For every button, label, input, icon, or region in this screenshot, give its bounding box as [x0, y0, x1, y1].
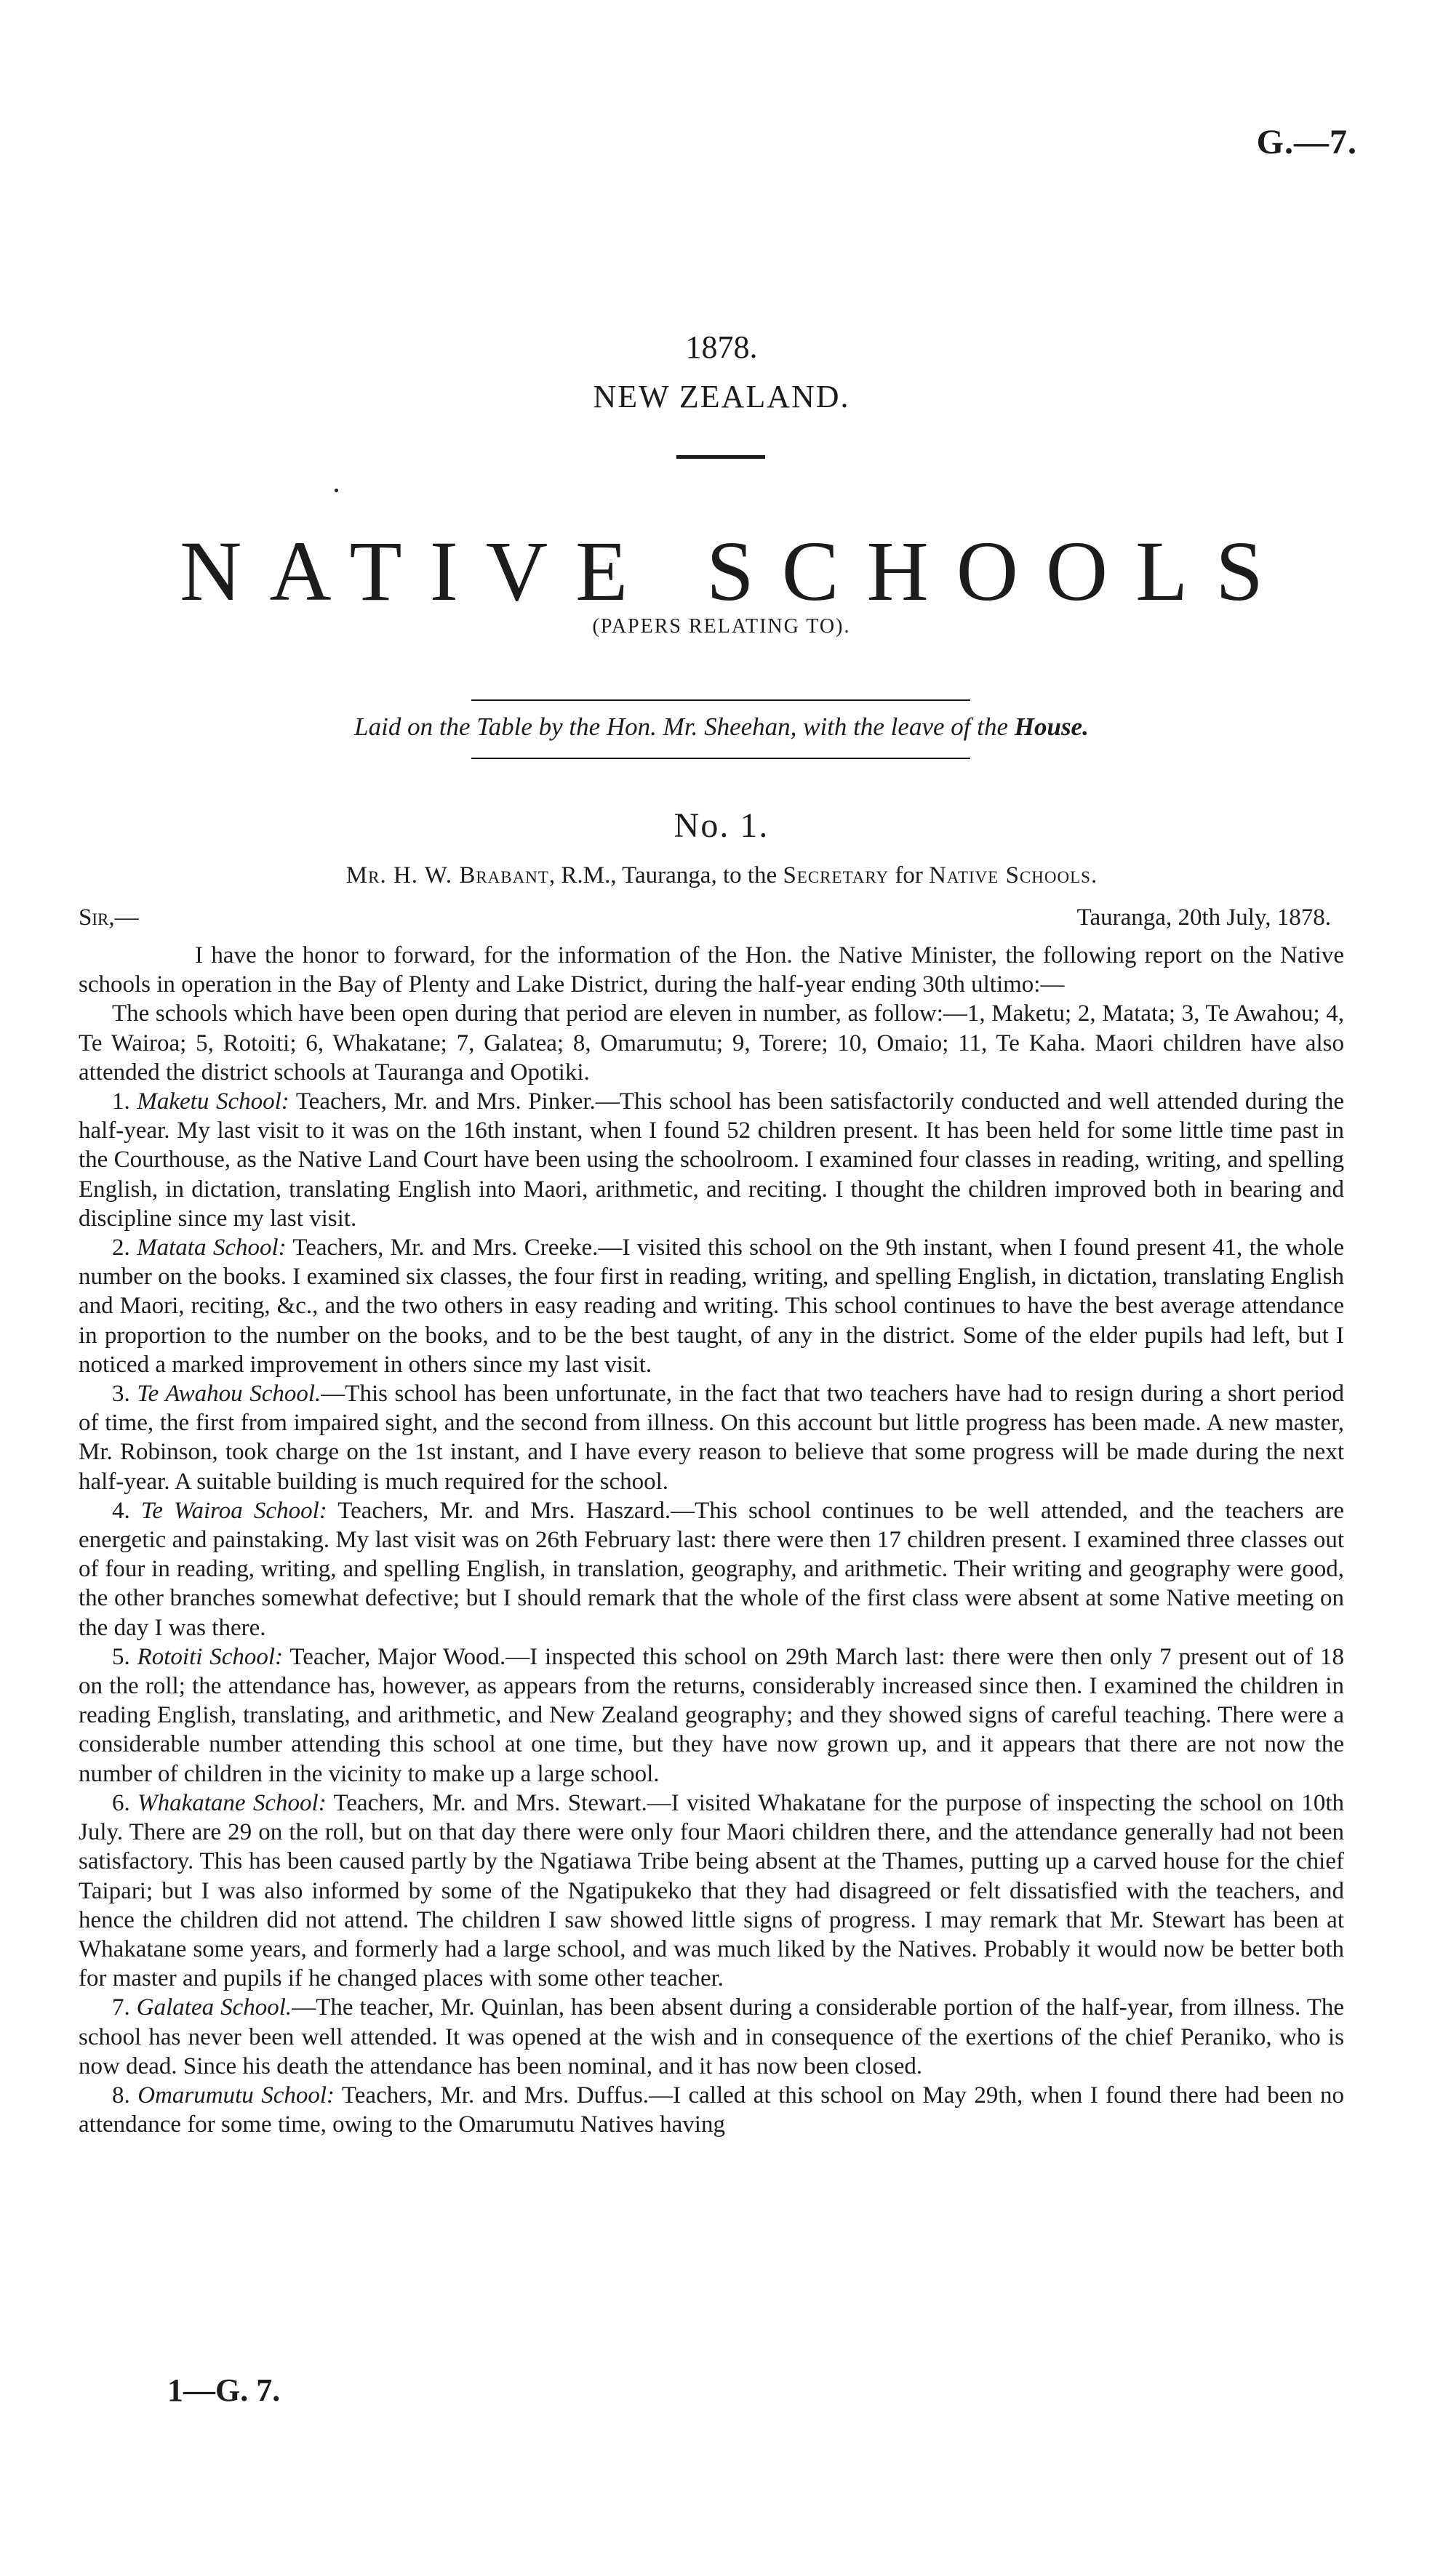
sender-rest: , R.M., Tauranga, to the: [548, 862, 783, 888]
school-name: Omarumutu School:: [137, 2082, 335, 2108]
laid-text: Laid on the Table by the Hon. Mr. Sheehan, with the leave of the: [354, 713, 1015, 741]
title-word-native: NATIVE: [180, 523, 656, 619]
letter-body: [79, 941, 1344, 2139]
year: 1878.: [685, 329, 758, 365]
printer-dot: [335, 489, 338, 492]
letter-heading: [0, 862, 1443, 889]
laid-on-table-line: [0, 713, 1443, 742]
school-paragraph: 8. Omarumutu School: Teachers, Mr. and Mrs. Duffus.—I called at this school on May 29th, when I found there had been no attendance for some time, owing to the Omarumutu Natives having: [79, 2082, 1345, 2138]
laid-house: House.: [1014, 713, 1089, 741]
recipient-title: Secretary: [783, 862, 890, 888]
heading-stop: .: [1090, 862, 1098, 888]
school-paragraph: 1. Maketu School: Teachers, Mr. and Mrs. Pinker.—This school has been satisfactorily conducted and well attended during the half-year. My last visit to it was on the 16th instant, when I found 52 children present. It has been held for some little time past in the Courthouse, as the Native Land Court have been using the schoolroom. I examined four classes in reading, writing, and spelling English, in dictation, translating English into Maori, arithmetic, and reciting. I thought the children improved both in bearing and discipline since my last visit.: [79, 1088, 1344, 1232]
school-name: Matata School:: [137, 1235, 287, 1261]
school-name: Whakatane School:: [137, 1789, 327, 1816]
school-name: Rotoiti School:: [137, 1643, 284, 1670]
recipient-dept: Native Schools: [929, 862, 1091, 888]
school-paragraph: 7. Galatea School.—The teacher, Mr. Quinlan, has been absent during a considerable portion of the half-year, from illness. The school has never been well attended. It was opened at the wish and in consequence of the exertions of the chief Peraniko, who is now dead. Since his death the attendance has been nominal, and it has now been closed.: [79, 1994, 1344, 2079]
sender-name: Mr. H. W. Brabant: [345, 862, 549, 888]
for-word: for: [889, 862, 930, 888]
paragraph: I have the honor to forward, for the information of the Hon. the Native Minister, the following report on the Native schools in operation in the Bay of Plenty and Lake District, during the half-year ending 30th ultimo:—: [79, 942, 1344, 998]
short-rule: [676, 455, 765, 459]
school-name: Maketu School:: [137, 1088, 289, 1115]
lower-rule: [471, 758, 970, 759]
school-name: Galatea School.: [136, 1994, 292, 2021]
place-date: Tauranga, 20th July, 1878.: [1076, 904, 1331, 931]
document-title: [0, 522, 1443, 621]
school-paragraph: 5. Rotoiti School: Teacher, Major Wood.—I inspected this school on 29th March last: there were then only 7 present out of 18 on the roll; the attendance has, however, as appears from the returns, considerably increased since then. I examined the children in reading English, translating, and arithmetic, and New Zealand geography; and they showed signs of careful teaching. There were a considerable number attending this school at one time, but they have now grown up, and it appears that there are not now the number of children in the vicinity to make up a large school.: [79, 1643, 1345, 1787]
school-name: Te Wairoa School:: [140, 1497, 327, 1524]
paragraph: The schools which have been open during that period are eleven in number, as follow:—1, Maketu; 2, Matata; 3, Te Awahou; 4, Te Wairoa; 5, Rotoiti; 6, Whakatane; 7, Galatea; 8, Omarumutu; 9, Torere; 10, Omaio; 11, Te Kaha. Maori children have also attended the district schools at Tauranga and Opotiki.: [79, 1000, 1344, 1086]
letter-number: No. 1.: [673, 806, 770, 845]
country-heading: NEW ZEALAND.: [593, 379, 850, 414]
school-paragraph: 6. Whakatane School: Teachers, Mr. and Mrs. Stewart.—I visited Whakatane for the purpose of inspecting the school on 10th July. There are 29 on the roll, but on that day there were only four Maori children there, and the attendance generally had not been satisfactory. This has been caused partly by the Ngatiawa Tribe being absent at the Thames, putting up a carved house for the chief Taipari; but I was also informed by some of the Ngatipukeko that they had disagreed or felt dissatisfied with the teachers, and hence the children did not attend. The children I saw showed little signs of progress. I may remark that Mr. Stewart has been at Whakatane some years, and formerly had a large school, and was much liked by the Natives. Probably it would now be better both for master and pupils if he changed places with some other teacher.: [79, 1789, 1344, 1992]
school-paragraph: 4. Te Wairoa School: Teachers, Mr. and Mrs. Haszard.—This school continues to be well attended, and the teachers are energetic and painstaking. My last visit was on 26th February last: there were then 17 children present. I examined three classes out of four in reading, writing, and spelling English, in translation, geography, and arithmetic. Their writing and geography were good, the other branches somewhat defective; but I should remark that the whole of the first class were absent at some Native meeting on the day I was there.: [79, 1497, 1344, 1641]
school-name: Te Awahou School.: [137, 1381, 321, 1408]
document-subtitle: (PAPERS RELATING TO).: [592, 615, 851, 638]
school-paragraph: 2. Matata School: Teachers, Mr. and Mrs. Creeke.—I visited this school on the 9th instant, when I found present 41, the whole number on the books. I examined six classes, the four first in reading, writing, and spelling English, in dictation, translating English and Maori, reciting, &c., and the two others in easy reading and writing. This school continues to have the best average attendance in proportion to the number on the books, and to be the best taught, of any in the district. Some of the elder pupils had left, but I noticed a marked improvement in others since my last visit.: [79, 1235, 1344, 1378]
title-word-schools: SCHOOLS: [706, 523, 1291, 619]
school-paragraph: 3. Te Awahou School.—This school has been unfortunate, in the fact that two teachers have had to resign during a short period of time, the first from impaired sight, and the second from illness. On this account but little progress has been made. A new master, Mr. Robinson, took charge on the 1st instant, and I have every reason to believe that some progress will be made during the next half-year. A suitable building is much required for the school.: [79, 1381, 1345, 1495]
upper-rule: [471, 699, 970, 701]
salutation: Sir,—: [79, 904, 139, 931]
page-number: 1—G. 7.: [167, 2372, 281, 2408]
paper-reference: G.—7.: [1256, 123, 1357, 161]
